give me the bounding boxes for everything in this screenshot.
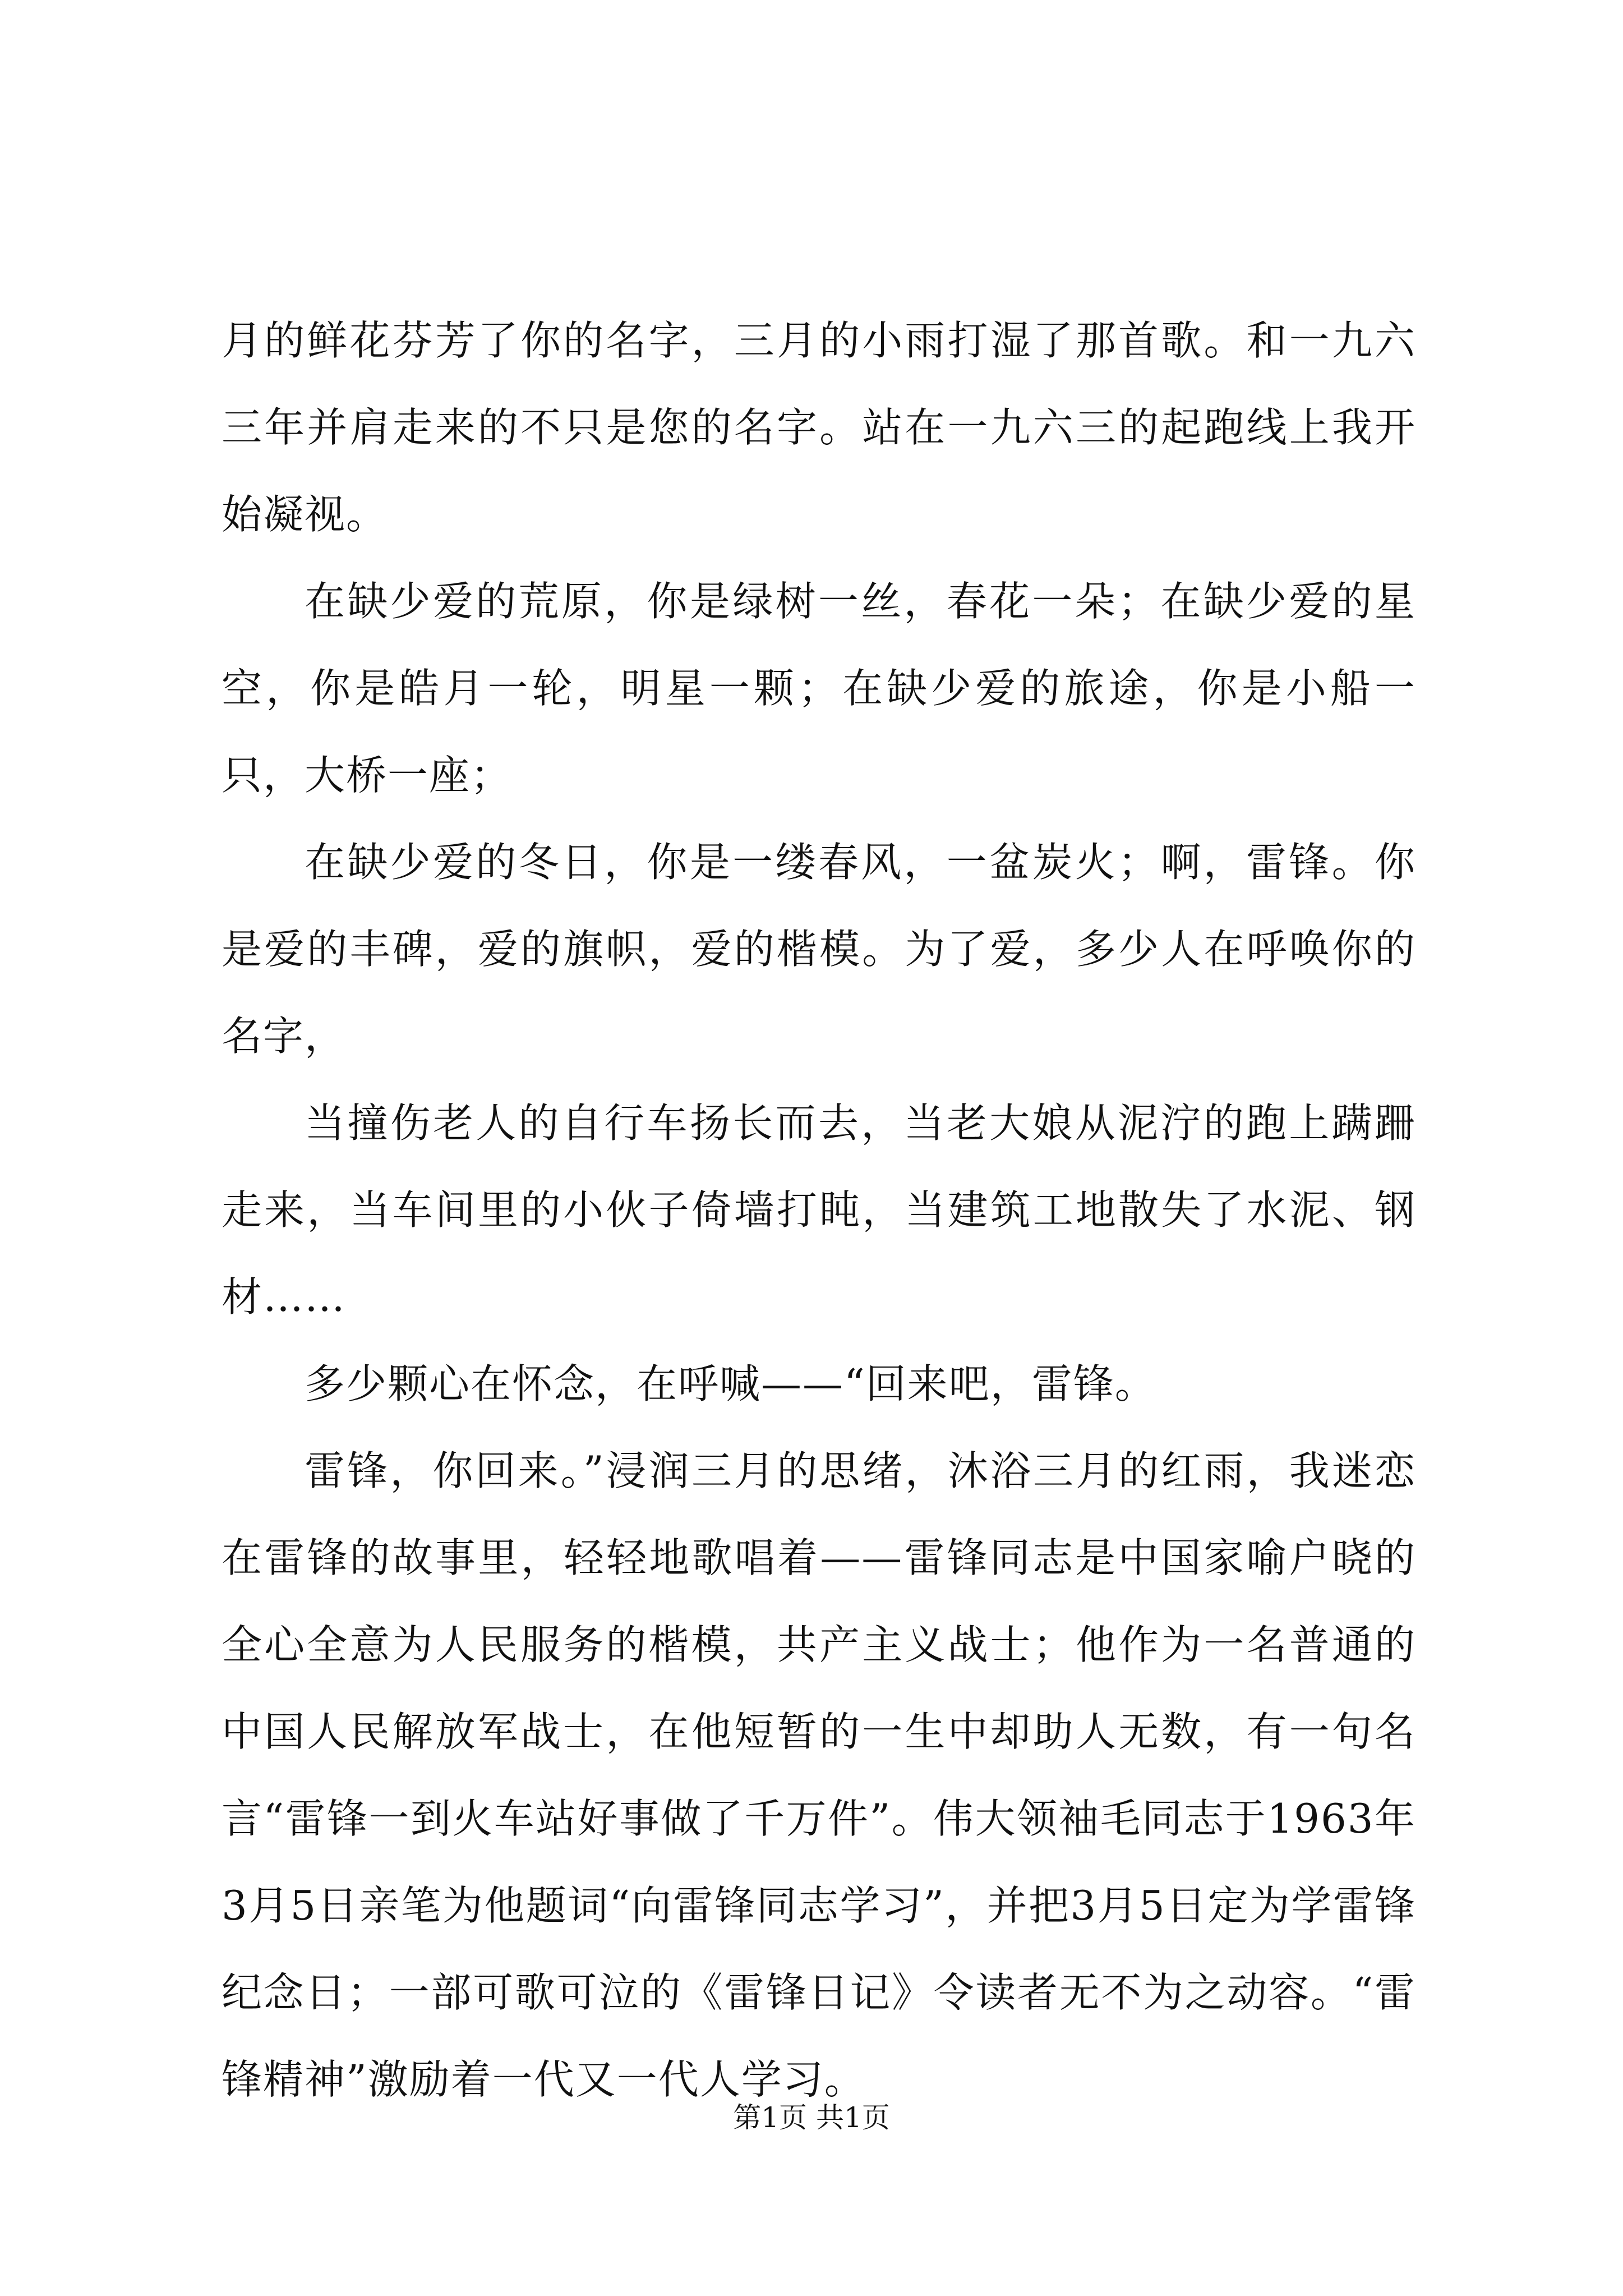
paragraph-6: 雷锋，你回来。”浸润三月的思绪，沐浴三月的红雨，我迷恋在雷锋的故事里，轻轻地歌唱着——雷锋同志是中国家喻户晓的全心全意为人民服务的楷模，共产主义战士；他作为一名普通的中国人民解放军战士，在他短暂的一生中却助人无数，有一句名言“雷锋一到火车站好事做了千万件”。伟大领袖毛同志于1963年3月5日亲笔为他题词“向雷锋同志学习”，并把3月5日定为学雷锋纪念日；一部可歌可泣的《雷锋日记》令读者无不为之动容。“雷锋精神”激励着一代又一代人学习。	[222, 1447, 1416, 2103]
footer-mid: 页 共	[779, 2101, 844, 2134]
paragraph-5: 多少颗心在怀念，在呼喊——“回来吧，雷锋。	[305, 1360, 1156, 1407]
footer-suffix: 页	[861, 2101, 890, 2134]
paragraph-3: 在缺少爱的冬日，你是一缕春风，一盆炭火；啊，雷锋。你是爱的丰碑，爱的旗帜，爱的楷模。为了爱，多少人在呼唤你的名字，	[222, 839, 1416, 1060]
footer-prefix: 第	[733, 2101, 762, 2134]
footer-current-page: 1	[761, 2101, 780, 2134]
document-body	[222, 297, 1416, 2123]
paragraph-4: 当撞伤老人的自行车扬长而去，当老大娘从泥泞的跑上蹒跚走来，当车间里的小伙子倚墙打盹，当建筑工地散失了水泥、钢材……	[222, 1099, 1416, 1320]
paragraph-1: 月的鲜花芬芳了你的名字，三月的小雨打湿了那首歌。和一九六三年并肩走来的不只是您的名字。站在一九六三的起跑线上我开始凝视。	[222, 317, 1416, 538]
page-footer	[0, 2101, 1623, 2134]
paragraph-2: 在缺少爱的荒原，你是绿树一丝，春花一朵；在缺少爱的星空，你是皓月一轮，明星一颗；在缺少爱的旅途，你是小船一只，大桥一座；	[222, 578, 1416, 799]
footer-total-pages: 1	[843, 2101, 862, 2134]
